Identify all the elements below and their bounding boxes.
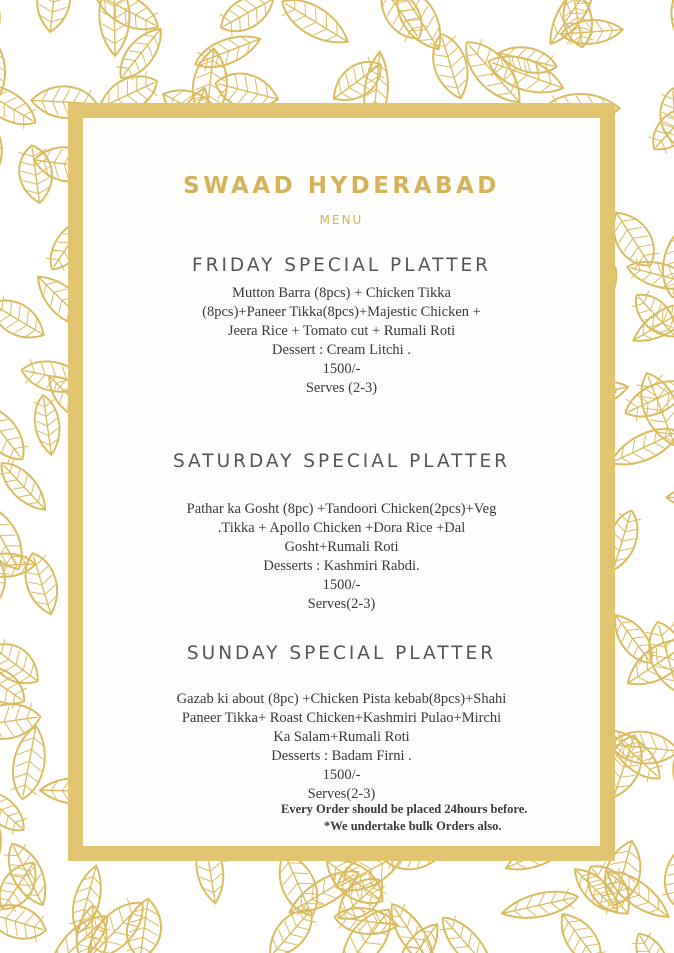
menu-line: (8pcs)+Paneer Tikka(8pcs)+Majestic Chicken +: [202, 304, 481, 320]
menu-line: Desserts : Badam Firni .: [271, 748, 412, 764]
menu-serves: Serves(2-3): [307, 596, 376, 612]
menu-line: Paneer Tikka+ Roast Chicken+Kashmiri Pulao+Mirchi: [181, 710, 502, 726]
saturday-platter-title: SATURDAY SPECIAL PLATTER: [172, 451, 511, 472]
order-advance-note: Every Order should be placed 24hours before.: [281, 802, 528, 816]
bulk-order-note: *We undertake bulk Orders also.: [324, 819, 502, 833]
menu-line: Desserts : Kashmiri Rabdi.: [263, 558, 420, 574]
menu-card: [68, 103, 615, 861]
menu-price: 1500/-: [322, 361, 361, 377]
menu-serves: Serves (2-3): [305, 380, 378, 396]
menu-line: Gosht+Rumali Roti: [284, 539, 399, 555]
menu-subtitle: MENU: [319, 213, 364, 227]
menu-line: Mutton Barra (8pcs) + Chicken Tikka: [232, 285, 451, 301]
sunday-platter-title: SUNDAY SPECIAL PLATTER: [186, 643, 497, 664]
menu-line: .Tikka + Apollo Chicken +Dora Rice +Dal: [217, 520, 466, 536]
friday-platter-details: [83, 284, 600, 398]
menu-line: Ka Salam+Rumali Roti: [273, 729, 410, 745]
menu-line: Pathar ka Gosht (8pc) +Tandoori Chicken(2pcs)+Veg: [186, 501, 497, 517]
friday-platter-title: FRIDAY SPECIAL PLATTER: [191, 255, 491, 276]
menu-line: Jeera Rice + Tomato cut + Rumali Roti: [227, 323, 456, 339]
menu-price: 1500/-: [322, 767, 361, 783]
menu-line: Gazab ki about (8pc) +Chicken Pista kebab(8pcs)+Shahi: [176, 691, 507, 707]
sunday-platter-details: [83, 690, 600, 804]
brand-title: SWAAD HYDERABAD: [183, 173, 500, 199]
saturday-platter-details: [83, 500, 600, 614]
menu-price: 1500/-: [322, 577, 361, 593]
menu-line: Dessert : Cream Litchi .: [272, 342, 411, 358]
menu-serves: Serves(2-3): [307, 786, 376, 802]
